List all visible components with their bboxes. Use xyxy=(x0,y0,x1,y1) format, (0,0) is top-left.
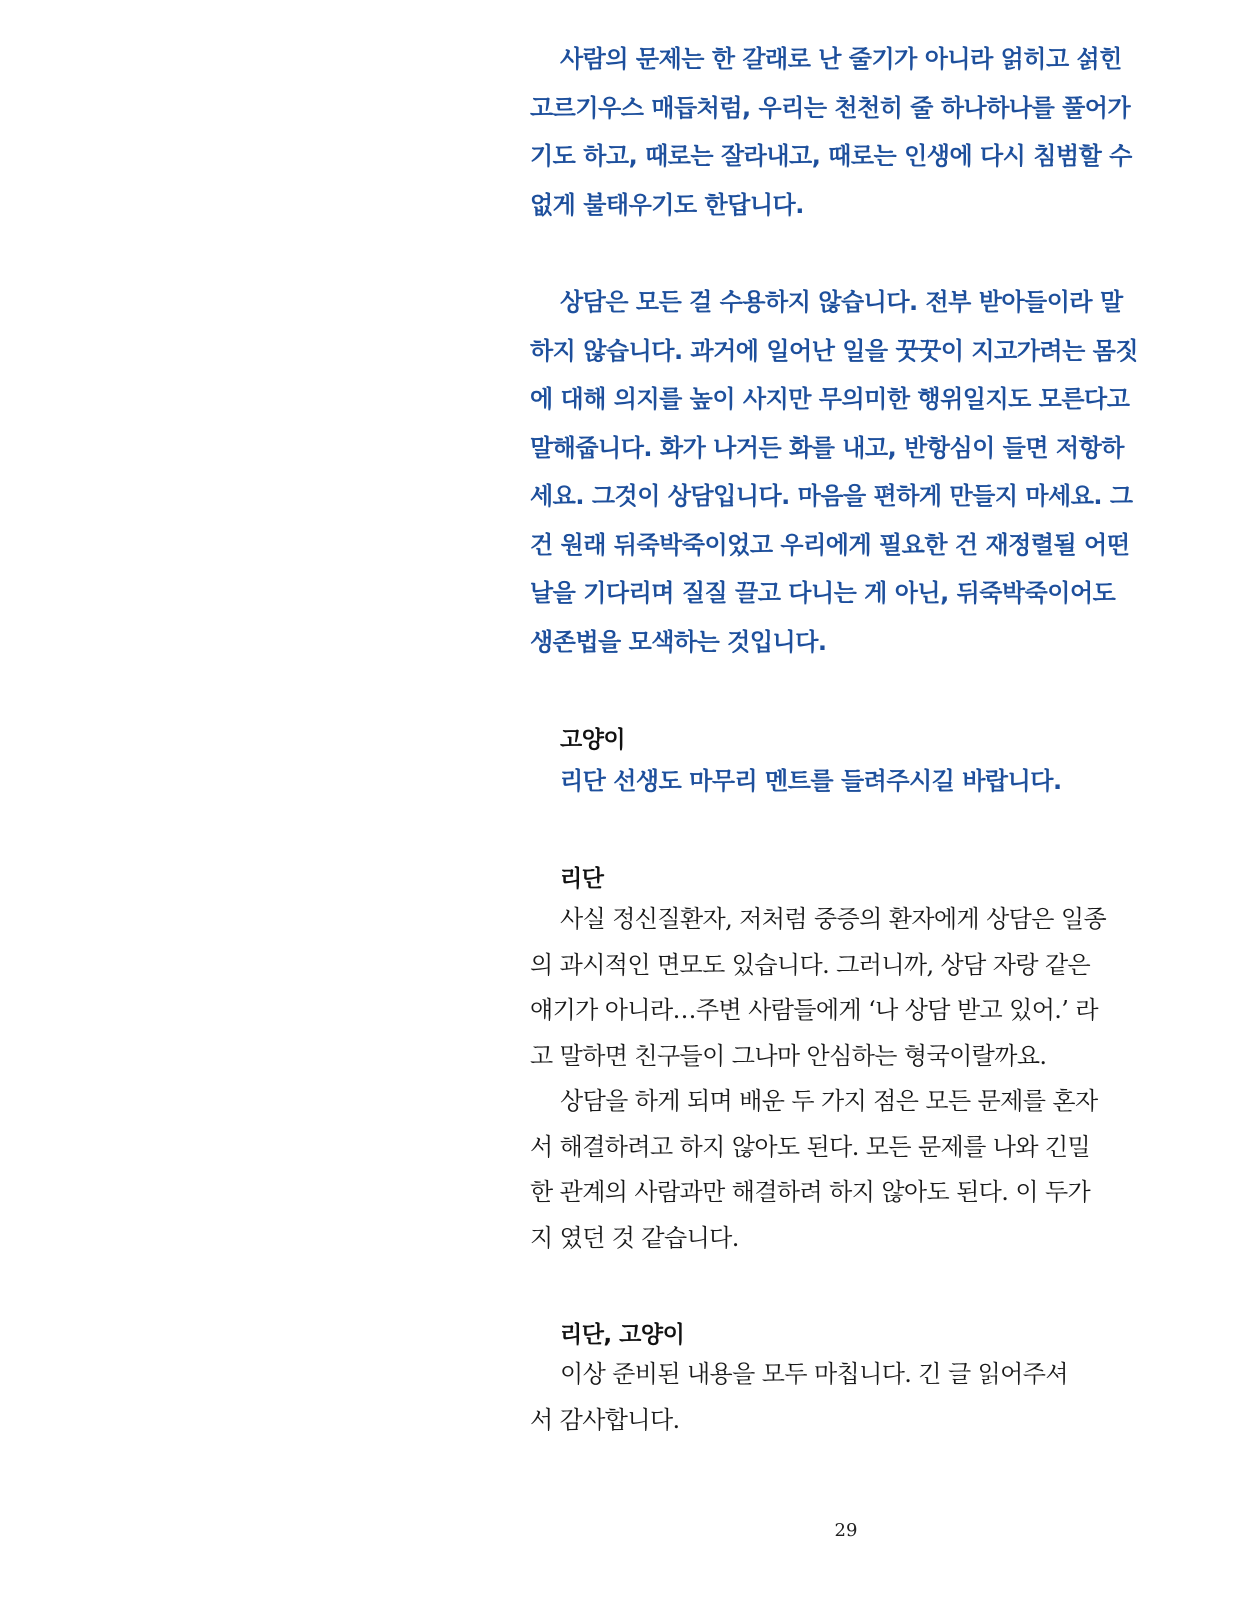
lidan-paragraph xyxy=(530,897,1170,1261)
text-line: 사람의 문제는 한 갈래로 난 줄기가 아니라 얽히고 섥힌 xyxy=(560,45,1122,73)
text-line: 이상 준비된 내용을 모두 마칩니다. 긴 글 읽어주셔 xyxy=(560,1360,1068,1388)
text-line: 기도 하고, 때로는 잘라내고, 때로는 인생에 다시 침범할 수 xyxy=(530,142,1132,170)
page-number: 29 xyxy=(834,1520,858,1541)
speaker-name-cat: 고양이 xyxy=(560,727,626,753)
text-line: 말해줍니다. 화가 나거든 화를 내고, 반항심이 들면 저항하 xyxy=(530,433,1124,462)
text-line: 사실 정신질환자, 저처럼 중증의 환자에게 상담은 일종 xyxy=(560,905,1107,933)
text-line: 서 해결하려고 하지 않아도 된다. 모든 문제를 나와 긴밀 xyxy=(530,1132,1091,1161)
text-line: 세요. 그것이 상담입니다. 마음을 편하게 만들지 마세요. 그 xyxy=(530,482,1133,510)
text-line: 건 원래 뒤죽박죽이었고 우리에게 필요한 건 재정렬될 어떤 xyxy=(530,530,1130,559)
text-line: 리단 선생도 마무리 멘트를 들려주시길 바랍니다. xyxy=(560,767,1062,795)
speaker-name-both: 리단, 고양이 xyxy=(560,1322,685,1348)
text-line: 한 관계의 사람과만 해결하려 하지 않아도 된다. 이 두가 xyxy=(530,1178,1091,1206)
text-line: 고르기우스 매듭처럼, 우리는 천천히 줄 하나하나를 풀어가 xyxy=(530,93,1131,122)
text-line: 날을 기다리며 질질 끌고 다니는 게 아닌, 뒤죽박죽이어도 xyxy=(530,579,1116,607)
text-line: 없게 불태우기도 한답니다. xyxy=(530,190,804,219)
closing-paragraph xyxy=(530,1352,1170,1443)
text-line: 상담은 모든 걸 수용하지 않습니다. 전부 받아들이라 말 xyxy=(560,288,1123,316)
text-line: 지 였던 것 같습니다. xyxy=(530,1223,739,1252)
speaker-name-lidan: 리단 xyxy=(560,866,604,892)
text-line: 의 과시적인 면모도 있습니다. 그러니까, 상담 자랑 같은 xyxy=(530,950,1091,979)
text-line: 얘기가 아니라…주변 사람들에게 ‘나 상담 받고 있어.’ 라 xyxy=(530,996,1098,1024)
text-line: 고 말하면 친구들이 그나마 안심하는 형국이랄까요. xyxy=(530,1041,1047,1070)
paragraph-gordian-knot xyxy=(530,35,1170,229)
text-line: 생존법을 모색하는 것입니다. xyxy=(530,627,827,656)
text-line: 상담을 하게 되며 배운 두 가지 점은 모든 문제를 혼자 xyxy=(560,1087,1098,1115)
text-line: 하지 않습니다. 과거에 일어난 일을 꿋꿋이 지고가려는 몸짓 xyxy=(530,336,1139,365)
text-line: 에 대해 의지를 높이 사지만 무의미한 행위일지도 모른다고 xyxy=(530,385,1130,413)
cat-dialogue xyxy=(530,757,1170,806)
text-line: 서 감사합니다. xyxy=(530,1405,680,1434)
paragraph-counseling xyxy=(530,278,1170,666)
